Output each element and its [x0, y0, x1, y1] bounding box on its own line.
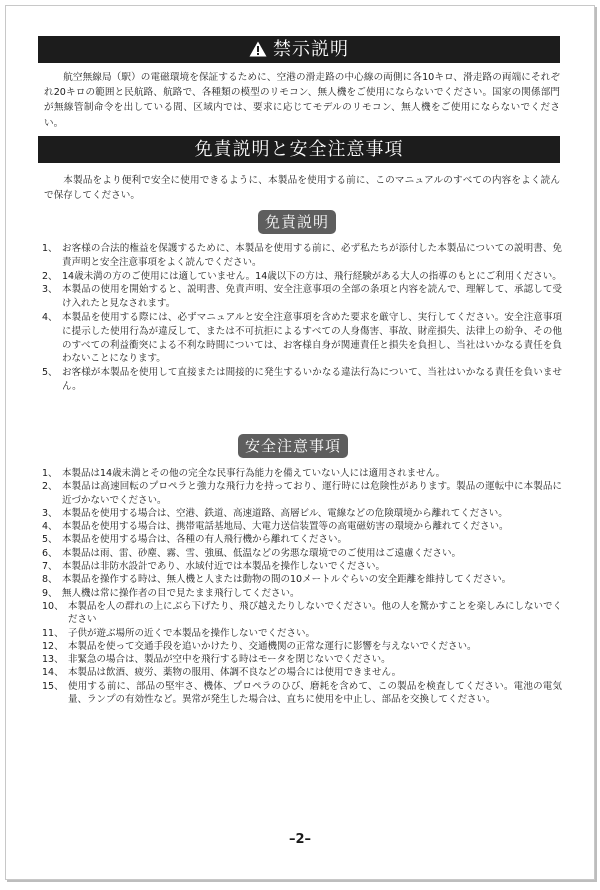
disclaimer-heading: 免責説明	[258, 210, 336, 234]
safety-item-number: 9、	[42, 587, 58, 599]
safety-item-number: 12、	[42, 640, 64, 652]
safety-item-number: 4、	[42, 521, 58, 533]
safety-item-text: 子供が遊ぶ場所の近くで本製品を操作しないでください。	[68, 627, 316, 639]
disclaimer-item	[42, 283, 562, 311]
safety-item	[42, 547, 562, 560]
safety-item	[42, 653, 562, 666]
safety-item	[42, 666, 562, 679]
safety-item	[42, 480, 562, 507]
safety-item	[42, 600, 562, 627]
prohibition-title: 禁示説明	[273, 39, 349, 60]
safety-item-text: 本製品を使用する場合は、空港、鉄道、高速道路、高層ビル、電線などの危険環境から離れてください。	[62, 507, 508, 519]
disclaimer-item-number: 5、	[42, 367, 58, 379]
disclaimer-item-text: 本製品を使用する際には、必ずマニュアルと安全注意事項を含めた要求を厳守し、実行してください。安全注意事項に提示した使用行為が違反して、または不可抗拒によるすべての人身傷害、事故、財産損失、法律上の紛争、その他のすべての利益衝突による不利な時間については、お客様自身が関連責任と損失を負担し、当社はいかなる責任を負わないことになります。	[62, 311, 562, 365]
safety-item-text: 使用する前に、部品の堅牢さ、機体、プロペラのひび、磨耗を含めて、この製品を検査してください。電池の電気量、ランプの有効性など。異常が発生した場合は、直ちに使用を中止し、部品を交換してください。	[68, 680, 562, 706]
prohibition-text: 航空無線局（駅）の電磁環境を保証するために、空港の滑走路の中心線の両側に各10キロ、滑走路の両端にそれぞれ20キロの範囲と民航路、航路で、各種類の模型のリモコン、無人機をご使用にならないでください。国家の関係部門が無線管制命令を出している間、区域内では、要求に応じてモデルのリモコン、無人機をご使用にならないでください。	[44, 72, 560, 129]
safety-item	[42, 533, 562, 546]
prohibition-banner	[38, 36, 560, 63]
safety-item-text: 本製品を操作する時は、無人機と人または動物の間の10メートルぐらいの安全距離を維持してください。	[62, 574, 512, 586]
manual-page	[5, 5, 595, 880]
safety-item	[42, 587, 562, 600]
disclaimer-item	[42, 311, 562, 366]
safety-item-number: 1、	[42, 468, 58, 479]
safety-item	[42, 467, 562, 480]
safety-item-text: 本製品は高速回転のプロペラと強力な飛行力を持っており、運行時には危険性があります。製品の運転中に本製品に近づかないでください。	[62, 481, 562, 506]
safety-item	[42, 680, 562, 707]
intro-text: 本製品をより便利で安全に使用できるように、本製品を使用する前に、このマニュアルのすべての内容をよく読んで保存してください。	[44, 175, 560, 202]
safety-item-text: 本製品は14歳未満とその他の完全な民事行為能力を備えていない人には適用されません。	[62, 468, 446, 479]
safety-item-text: 本製品を使用する場合は、携帯電話基地局、大電力送信装置等の高電磁妨害の環境から離れてください。	[62, 521, 509, 533]
disclaimer-item-text: 14歳未満の方のご使用には適していません。14歳以下の方は、飛行経験がある大人の指導のもとにご利用ください。	[62, 270, 562, 282]
disclaimer-item	[42, 270, 562, 284]
safety-item-number: 2、	[42, 481, 58, 493]
safety-item-number: 3、	[42, 507, 58, 519]
disclaimer-safety-banner	[38, 136, 560, 163]
safety-item-text: 本製品を人の群れの上にぶら下げたり、飛び越えたりしないでください。他の人を驚かすことを楽しみにしないでください	[68, 600, 563, 626]
disclaimer-item	[42, 242, 562, 270]
disclaimer-item-number: 3、	[42, 284, 58, 296]
disclaimer-item-number: 2、	[42, 270, 58, 282]
disclaimer-list	[42, 242, 562, 394]
safety-item-number: 14、	[42, 667, 64, 679]
safety-item	[42, 520, 562, 533]
safety-item	[42, 507, 562, 520]
safety-item-number: 7、	[42, 561, 58, 573]
disclaimer-item-text: お客様の合法的権益を保護するために、本製品を使用する前に、必ず私たちが添付した本製品についての説明書、免責声明と安全注意事項をよく読んでください。	[62, 243, 562, 268]
page-number: –2–	[288, 832, 312, 847]
safety-item-text: 本製品は非防水設計であり、水域付近では本製品を操作しないでください。	[62, 561, 386, 573]
safety-item-number: 15、	[42, 680, 64, 692]
safety-item	[42, 627, 562, 640]
safety-item-text: 本製品を使って交通手段を追いかけたり、交通機関の正常な運行に影響を与えないでください。	[68, 640, 477, 652]
safety-item-number: 13、	[42, 654, 64, 666]
safety-item-number: 6、	[42, 547, 58, 559]
safety-list	[42, 467, 562, 706]
disclaimer-item	[42, 366, 562, 394]
disclaimer-item-text: お客様が本製品を使用して直接または間接的に発生するいかなる違法行為について、当社はいかなる責任を負いません。	[62, 367, 562, 392]
safety-item	[42, 640, 562, 653]
safety-item-number: 8、	[42, 574, 58, 586]
safety-item-text: 非緊急の場合は、製品が空中を飛行する時はモータを閉じないでください。	[68, 654, 391, 666]
safety-item	[42, 573, 562, 586]
disclaimer-item-number: 1、	[42, 243, 58, 254]
safety-item	[42, 560, 562, 573]
disclaimer-safety-title: 免責説明と安全注意事項	[194, 139, 404, 160]
safety-item-text: 本製品は雨、雷、砂塵、霧、雪、強風、低温などの劣悪な環境でのご使用はご遠慮ください。	[62, 547, 462, 559]
safety-item-number: 10、	[42, 600, 64, 612]
safety-item-text: 無人機は常に操作者の目で見たまま飛行してください。	[62, 587, 300, 599]
safety-item-text: 本製品は飲酒、疲労、薬物の服用、体調不良などの場合には使用できません。	[68, 667, 402, 679]
disclaimer-item-number: 4、	[42, 311, 58, 323]
safety-item-number: 5、	[42, 534, 58, 546]
safety-item-number: 11、	[42, 627, 64, 639]
safety-item-text: 本製品を使用する場合は、各種の有人飛行機から離れてください。	[62, 534, 348, 546]
disclaimer-item-text: 本製品の使用を開始すると、説明書、免責声明、安全注意事項の全部の条項と内容を読んで、理解して、承認して受け入れたと見なされます。	[62, 284, 562, 310]
warning-triangle-icon	[249, 41, 267, 57]
safety-heading: 安全注意事項	[238, 434, 348, 458]
